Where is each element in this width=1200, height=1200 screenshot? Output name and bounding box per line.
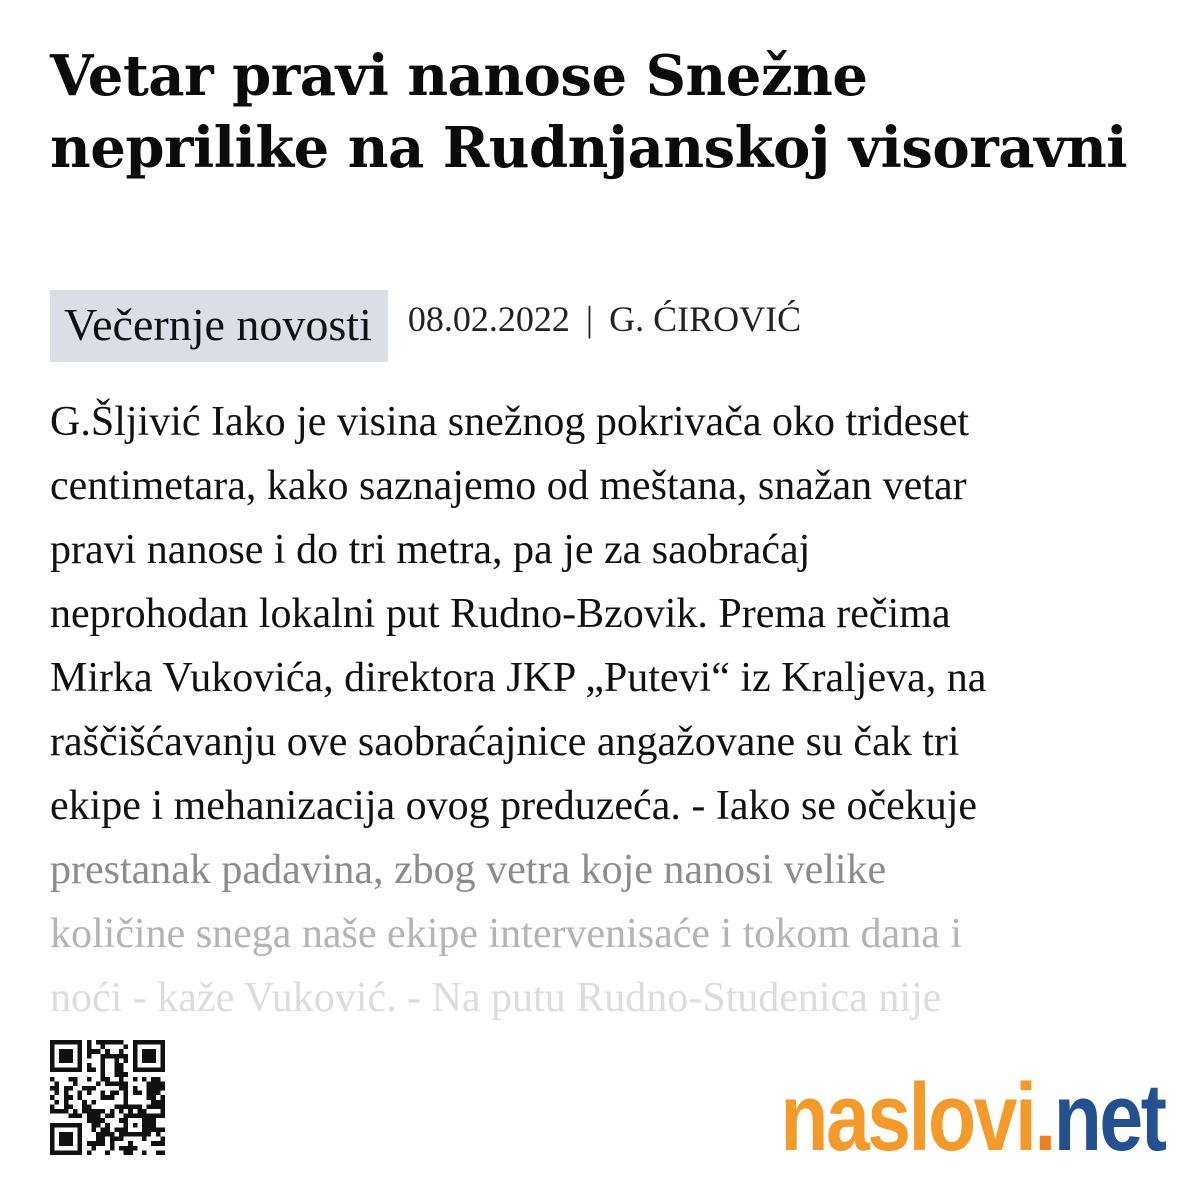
article-date: 08.02.2022	[407, 299, 570, 339]
body-line: noći - kaže Vuković. - Na putu Rudno-Studenica nije	[50, 975, 942, 1021]
article-card	[50, 40, 1160, 1021]
meta-info	[408, 298, 801, 340]
article-meta	[50, 290, 801, 362]
body-line: pravi nanose i do tri metra, pa je za saobraćaj	[50, 527, 811, 573]
logo-text-main: naslovi	[779, 1064, 1034, 1171]
body-line: centimetara, kako saznajemo od meštana, snažan vetar	[50, 463, 967, 509]
body-line: prestanak padavina, zbog vetra koje nanosi velike	[50, 847, 887, 893]
body-line: neprohodan lokalni put Rudno-Bzovik. Prema rečima	[50, 591, 951, 637]
body-line: količine snega naše ekipe intervenisaće i tokom dana i	[50, 911, 963, 957]
body-line: raščišćavanju ove saobraćajnice angažovane su čak tri	[50, 719, 960, 765]
logo-text-net: net	[1053, 1064, 1164, 1171]
article-author: G. ĆIROVIĆ	[609, 299, 802, 339]
naslovi-logo[interactable]	[779, 1064, 1164, 1171]
source-badge[interactable]: Večernje novosti	[50, 290, 388, 362]
body-line: G.Šljivić Iako je visina snežnog pokrivača oko trideset	[50, 399, 970, 445]
article-body	[50, 390, 1160, 1030]
article-headline: Vetar pravi nanose Snežne neprilike na Rudnjanskoj visoravni	[50, 43, 1128, 181]
qr-code-icon[interactable]	[50, 1040, 165, 1155]
body-line: Mirka Vukovića, direktora JKP „Putevi“ iz Kraljeva, na	[50, 655, 987, 701]
meta-separator: |	[585, 299, 594, 339]
logo-text-dot: .	[1033, 1064, 1054, 1171]
body-line: ekipe i mehanizacija ovog preduzeća. - Iako se očekuje	[50, 783, 978, 829]
